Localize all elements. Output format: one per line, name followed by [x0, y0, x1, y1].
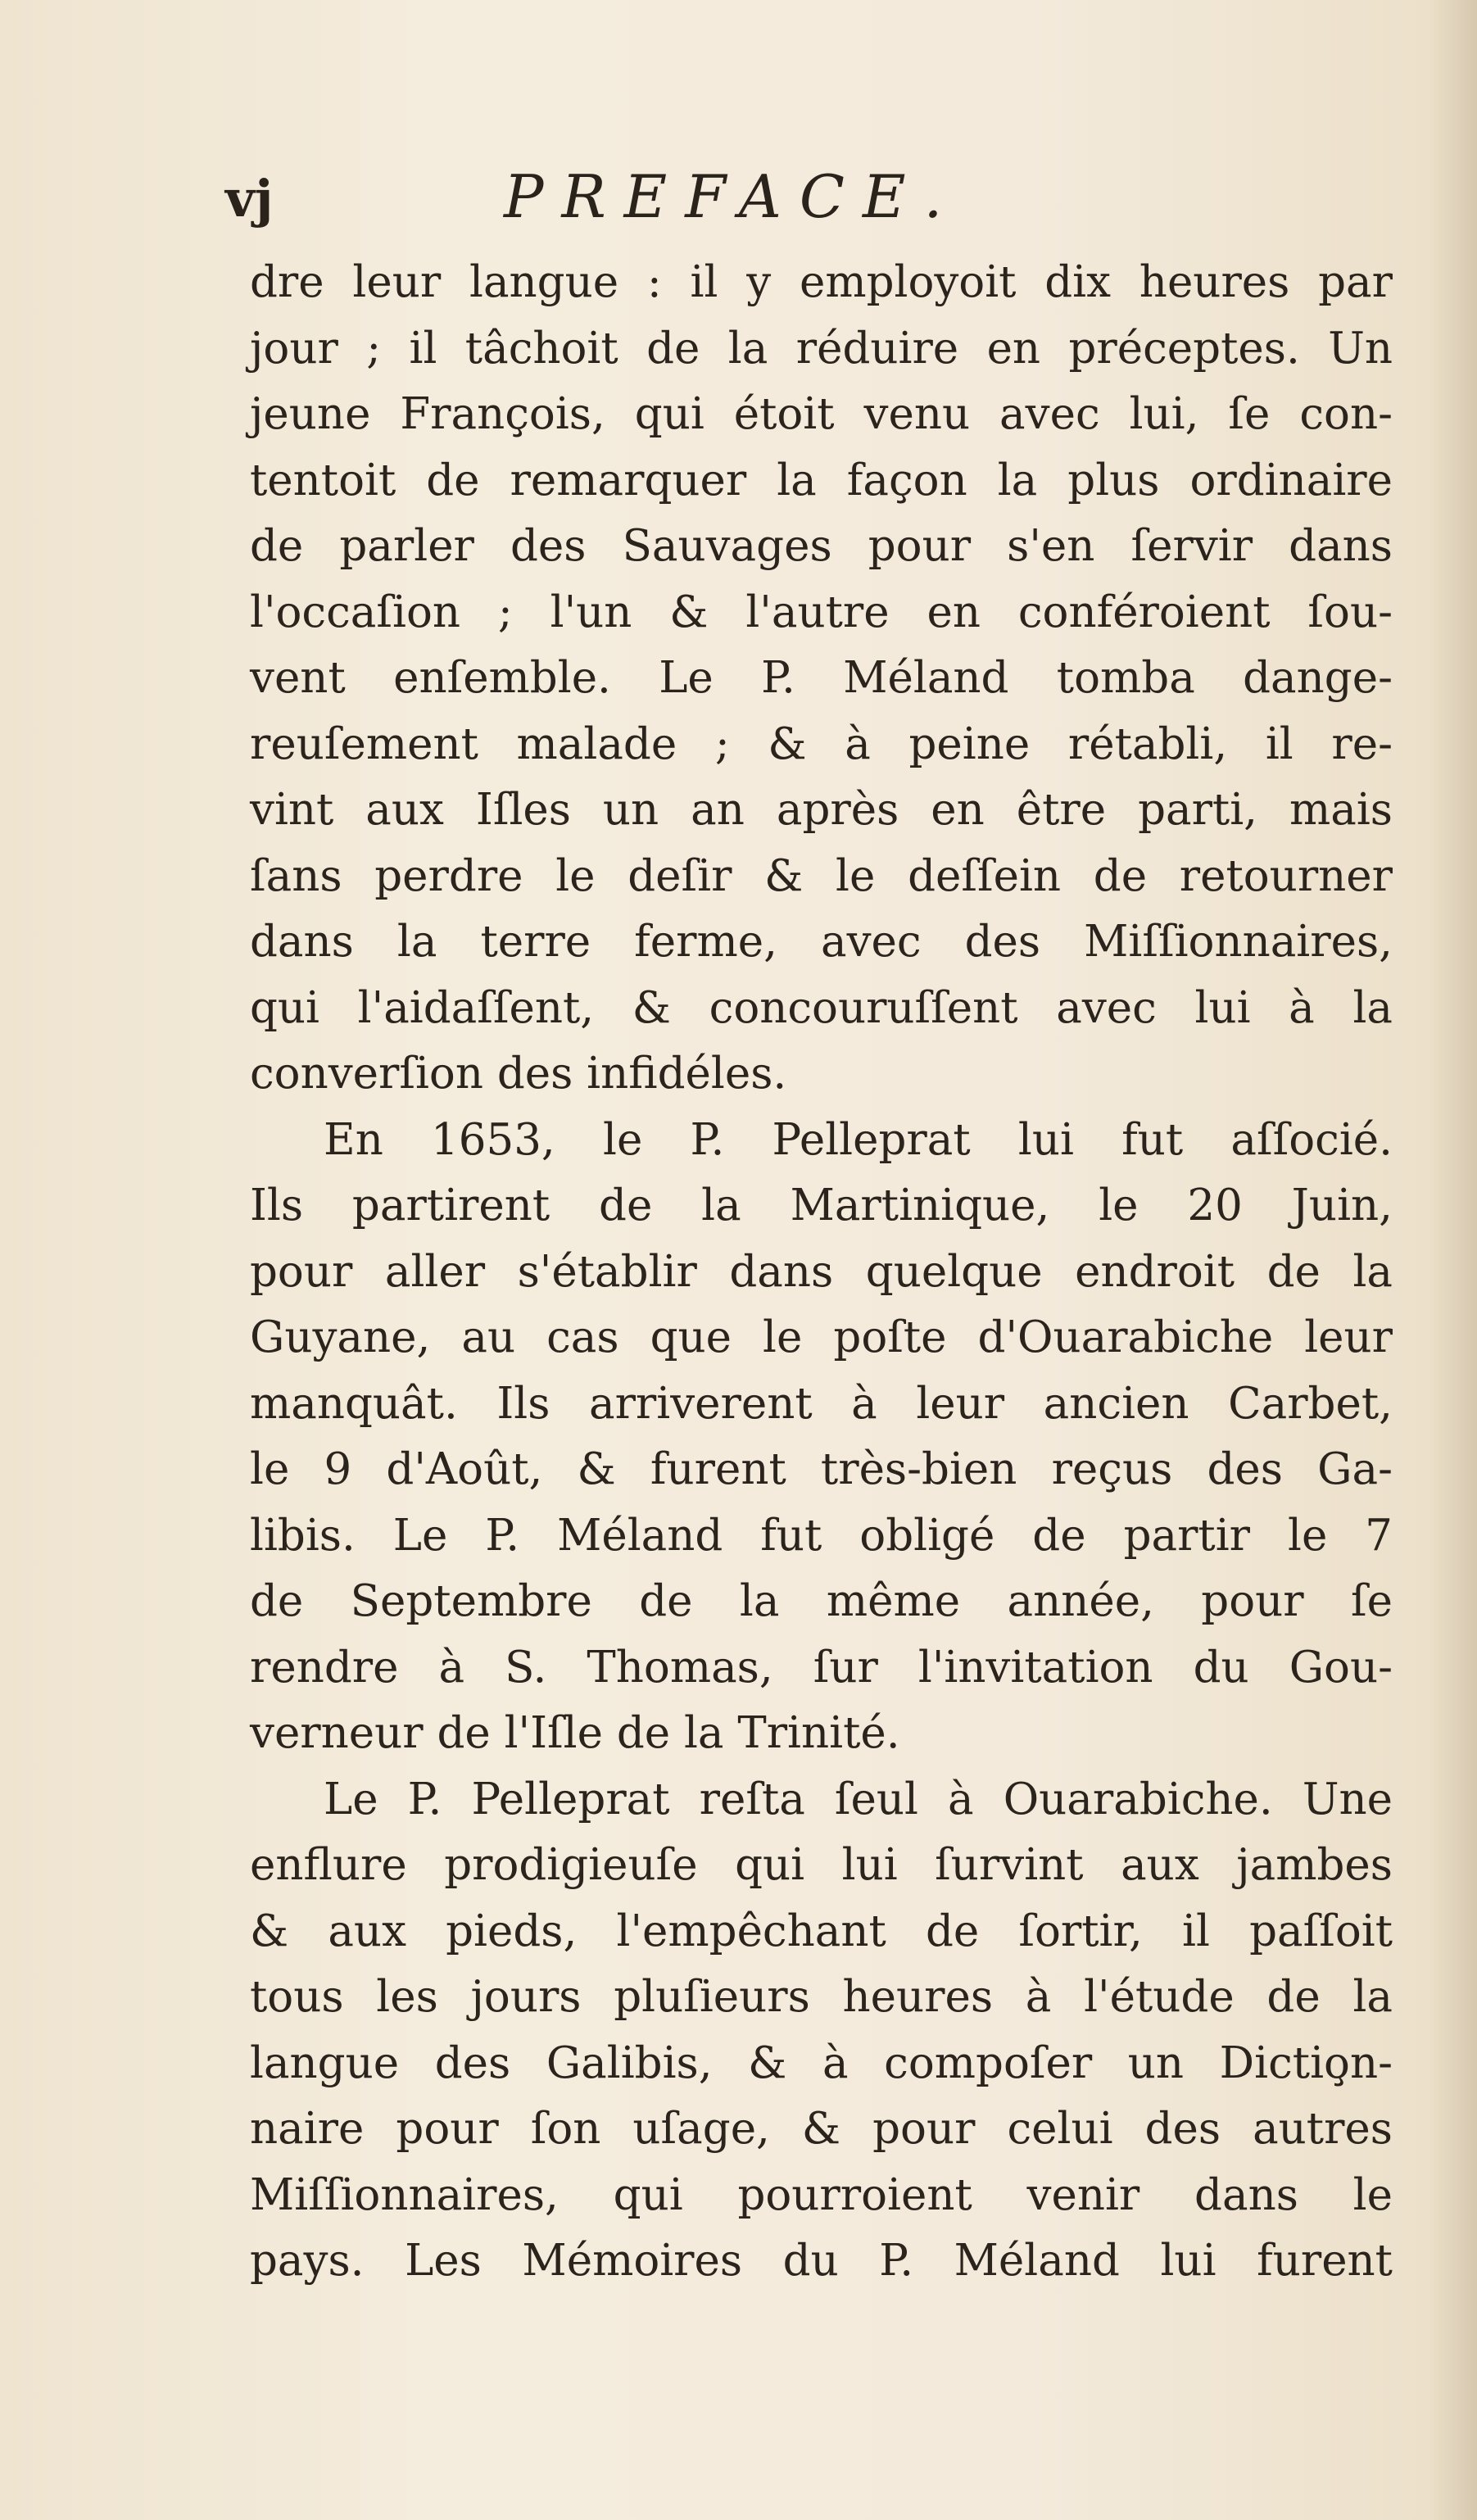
text-line: reuſement malade ; & à peine rétabli, il re- — [250, 718, 1393, 769]
body-text — [250, 250, 1393, 2295]
text-line: tentoit de remarquer la façon la plus ordinaire — [250, 455, 1393, 505]
text-line: verneur de l'Iſle de la Trinité. — [250, 1708, 900, 1758]
text-line: converſion des infidéles. — [250, 1049, 787, 1099]
text-line: enflure prodigieuſe qui lui ſurvint aux jambes — [250, 1840, 1393, 1890]
text-line: dre leur langue : il y employoit dix heures par — [250, 257, 1393, 307]
text-line: naire pour ſon uſage, & pour celui des autres — [250, 2104, 1393, 2154]
text-line: Ils partirent de la Martinique, le 20 Juin, — [250, 1181, 1393, 1231]
text-line: tous les jours pluſieurs heures à l'étude de la — [250, 1972, 1393, 2022]
text-line: le 9 d'Août, & furent très-bien reçus des Ga- — [250, 1444, 1393, 1494]
text-line: libis. Le P. Méland fut obligé de partir le 7 — [250, 1510, 1393, 1561]
text-line: vint aux Iſles un an après en être parti, mais — [250, 785, 1393, 835]
page-number: vj — [225, 169, 274, 229]
text-line: & aux pieds, l'empêchant de ſortir, il paſſoit — [250, 1906, 1393, 1956]
text-line: de Septembre de la même année, pour ſe — [250, 1576, 1393, 1626]
text-line: vent enſemble. Le P. Méland tomba dange- — [250, 653, 1393, 703]
text-line: langue des Galibis, & à compoſer un Dictio̧n- — [250, 2037, 1393, 2088]
text-line: jour ; il tâchoit de la réduire en préceptes. Un — [250, 323, 1393, 374]
text-line: Guyane, au cas que le poſte d'Ouarabiche leur — [250, 1312, 1393, 1362]
text-line: rendre à S. Thomas, ſur l'invitation du Gou- — [250, 1642, 1393, 1693]
text-line: En 1653, le P. Pelleprat lui fut aſſocié. — [324, 1114, 1393, 1165]
page-header — [225, 162, 1405, 244]
text-line: jeune François, qui étoit venu avec lui, ſe con- — [250, 389, 1393, 439]
text-line: ſans perdre le deſir & le deſſein de retourner — [250, 850, 1393, 901]
text-line: de parler des Sauvages pour s'en ſervir dans — [250, 521, 1393, 571]
text-line: pour aller s'établir dans quelque endroit de la — [250, 1246, 1393, 1297]
text-line: Miſſionnaires, qui pourroient venir dans le — [250, 2169, 1393, 2220]
text-line: Le P. Pelleprat reſta ſeul à Ouarabiche. Une — [324, 1774, 1393, 1824]
text-line: l'occaſion ; l'un & l'autre en conféroient ſou- — [250, 587, 1393, 637]
text-line: manquât. Ils arriverent à leur ancien Carbet, — [250, 1378, 1393, 1429]
text-line: dans la terre ferme, avec des Miſſionnaires, — [250, 917, 1393, 967]
text-line: pays. Les Mémoires du P. Méland lui furent — [250, 2236, 1393, 2286]
text-line: qui l'aidaſſent, & concouruſſent avec lui à la — [250, 982, 1393, 1033]
running-title: PREFACE. — [504, 162, 961, 231]
